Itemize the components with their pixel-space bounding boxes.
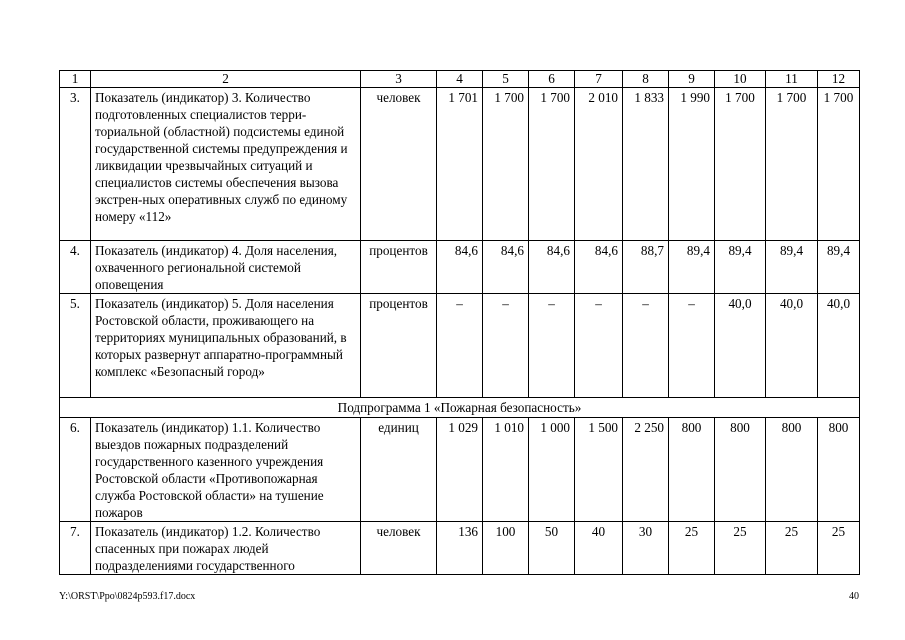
value-cell: 1 500: [575, 418, 623, 522]
value-cell: 1 990: [669, 88, 715, 241]
row-number: 5.: [60, 294, 91, 398]
value-cell: 2 010: [575, 88, 623, 241]
value-cell: 136: [437, 522, 483, 575]
section-title: Подпрограмма 1 «Пожарная безопасность»: [60, 398, 860, 418]
value-cell: 84,6: [575, 241, 623, 294]
header-cell: 1: [60, 71, 91, 88]
value-cell: 2 250: [623, 418, 669, 522]
value-cell: 1 000: [529, 418, 575, 522]
row-number: 4.: [60, 241, 91, 294]
header-cell: 11: [766, 71, 818, 88]
value-cell: 50: [529, 522, 575, 575]
value-cell: 89,4: [669, 241, 715, 294]
indicator-description: Показатель (индикатор) 1.2. Количество спасенных при пожарах людей подразделениями государственного: [91, 522, 361, 575]
value-cell: 40: [575, 522, 623, 575]
value-cell: 40,0: [715, 294, 766, 398]
value-cell: –: [669, 294, 715, 398]
row-number: 3.: [60, 88, 91, 241]
value-cell: –: [437, 294, 483, 398]
table-header-row: [60, 71, 860, 88]
row-number: 7.: [60, 522, 91, 575]
header-cell: 6: [529, 71, 575, 88]
indicators-table: [59, 70, 860, 575]
header-cell: 5: [483, 71, 529, 88]
value-cell: 89,4: [766, 241, 818, 294]
value-cell: 40,0: [766, 294, 818, 398]
row-number: 6.: [60, 418, 91, 522]
header-cell: 8: [623, 71, 669, 88]
value-cell: 25: [818, 522, 860, 575]
section-row: [60, 398, 860, 418]
unit-cell: человек: [361, 522, 437, 575]
value-cell: 1 700: [818, 88, 860, 241]
header-cell: 2: [91, 71, 361, 88]
value-cell: 800: [669, 418, 715, 522]
value-cell: 84,6: [483, 241, 529, 294]
value-cell: 25: [669, 522, 715, 575]
indicator-description: Показатель (индикатор) 4. Доля населения, охваченного региональной системой оповещения: [91, 241, 361, 294]
header-cell: 7: [575, 71, 623, 88]
value-cell: 800: [818, 418, 860, 522]
page-number: 40: [849, 591, 859, 602]
value-cell: 40,0: [818, 294, 860, 398]
value-cell: 800: [715, 418, 766, 522]
value-cell: 1 701: [437, 88, 483, 241]
value-cell: 1 700: [766, 88, 818, 241]
value-cell: 30: [623, 522, 669, 575]
value-cell: –: [529, 294, 575, 398]
value-cell: 84,6: [529, 241, 575, 294]
value-cell: 800: [766, 418, 818, 522]
footer-file-path: Y:\ORST\Ppo\0824p593.f17.docx: [59, 591, 196, 602]
unit-cell: процентов: [361, 294, 437, 398]
unit-cell: человек: [361, 88, 437, 241]
header-cell: 9: [669, 71, 715, 88]
value-cell: 89,4: [715, 241, 766, 294]
value-cell: 1 700: [715, 88, 766, 241]
unit-cell: единиц: [361, 418, 437, 522]
value-cell: 1 010: [483, 418, 529, 522]
value-cell: 1 029: [437, 418, 483, 522]
value-cell: 25: [715, 522, 766, 575]
table-row: [60, 522, 860, 575]
value-cell: –: [623, 294, 669, 398]
indicator-description: Показатель (индикатор) 3. Количество подготовленных специалистов терри-ториальной (областной) подсистемы единой государственной системы предупреждения и ликвидации чрезвычайных ситуаций и специалистов системы обеспечения вызова экстрен-ных оперативных служб по единому номеру «112»: [91, 88, 361, 241]
value-cell: 25: [766, 522, 818, 575]
value-cell: 1 700: [529, 88, 575, 241]
indicator-description: Показатель (индикатор) 5. Доля населения Ростовской области, проживающего на территориях муниципальных образований, в которых развернут аппаратно-программный комплекс «Безопасный город»: [91, 294, 361, 398]
table-row: [60, 241, 860, 294]
table-row: [60, 418, 860, 522]
header-cell: 3: [361, 71, 437, 88]
value-cell: –: [483, 294, 529, 398]
header-cell: 12: [818, 71, 860, 88]
unit-cell: процентов: [361, 241, 437, 294]
value-cell: 89,4: [818, 241, 860, 294]
value-cell: 88,7: [623, 241, 669, 294]
table-row: [60, 294, 860, 398]
value-cell: 100: [483, 522, 529, 575]
value-cell: 1 833: [623, 88, 669, 241]
header-cell: 10: [715, 71, 766, 88]
value-cell: 1 700: [483, 88, 529, 241]
value-cell: 84,6: [437, 241, 483, 294]
value-cell: –: [575, 294, 623, 398]
indicator-description: Показатель (индикатор) 1.1. Количество выездов пожарных подразделений государственного казенного учреждения Ростовской области «Противопожарная служба Ростовской области» на тушение пожаров: [91, 418, 361, 522]
header-cell: 4: [437, 71, 483, 88]
table-row: [60, 88, 860, 241]
